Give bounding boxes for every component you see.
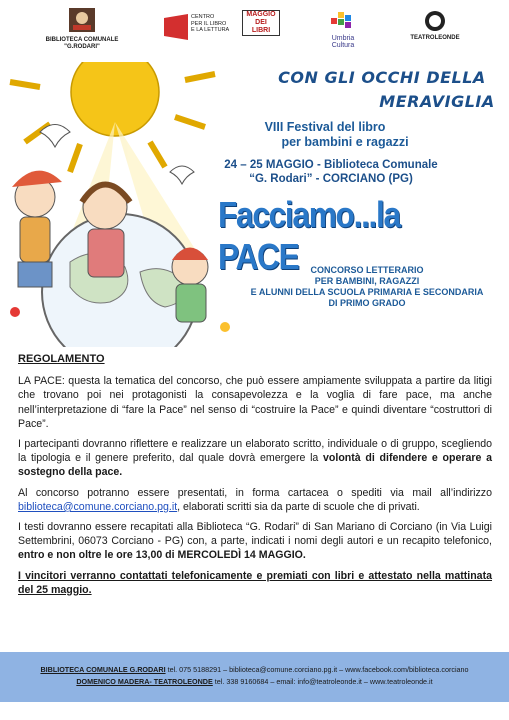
footer-line-1 [0, 664, 509, 676]
rules-paragraph-2 [18, 437, 492, 480]
footer-contacts [0, 652, 509, 702]
biblioteca-logo [32, 6, 132, 52]
biblioteca-logo-text: BIBLIOTECA COMUNALE "G.RODARI" [45, 36, 119, 50]
dates-line-1: 24 – 25 MAGGIO - Biblioteca Comunale [224, 159, 438, 171]
title-line-2: MERAVIGLIA [379, 92, 495, 111]
title-line-1: CON GLI OCCHI DELLA [278, 68, 486, 87]
contest-line-4: DI PRIMO GRADO [328, 298, 406, 308]
rules-p3-text: Al concorso potranno essere presentati, in forma cartacea o spediti via mail all’indirizzo [18, 486, 492, 499]
umbria-logo-text: Umbria Cultura [331, 34, 355, 49]
headline: Facciamo...la PACE [218, 194, 400, 277]
festival-title [200, 120, 450, 150]
contest-line-1: CONCORSO LETTERARIO [310, 265, 424, 275]
rules-p5-text: I vincitori verranno contattati telefonicamente e premiati con libri e attestato nella mattinata del 25 maggio. [18, 569, 492, 596]
email-link[interactable]: biblioteca@comune.corciano.pg.it [18, 500, 178, 513]
festival-line-2: per bambini e ragazzi [281, 135, 409, 149]
biblioteca-emblem-icon [67, 6, 97, 34]
festival-line-1: VIII Festival del libro [264, 120, 386, 134]
teatro-circle-icon [424, 10, 446, 32]
rules-paragraph-3 [18, 486, 492, 514]
rules-section [18, 352, 492, 603]
rules-paragraph-1 [18, 374, 492, 431]
maggio-logo-text: MAGGIO DEI LIBRI [246, 11, 276, 34]
title-script [262, 66, 502, 114]
rules-p2-emphasis: volontà di difendere e operare a sostegno della pace. [18, 452, 492, 479]
centro-libro-logo [164, 14, 244, 40]
child-center-icon [82, 185, 130, 278]
rules-p1-text: LA PACE: questa la tematica del concorso, che può essere ampiamente sviluppata a partire da litigi che trovano poi nei protagonisti la consapevolezza e la voglia di fare pace, ma anche nell’interpretazione di “fare la Pace” nel senso di “costruire la Pace” e quindi diventare “costruttori di Pace”. [18, 375, 492, 430]
maggio-libri-logo [242, 10, 280, 36]
rules-paragraph-4 [18, 520, 492, 563]
rules-paragraph-5 [18, 569, 492, 597]
teatroleonde-logo [390, 10, 480, 42]
rules-title: REGOLAMENTO [18, 353, 105, 365]
rules-p4-deadline: entro e non oltre le ore 13,00 di MERCOLEDÌ 14 MAGGIO. [18, 549, 306, 562]
teatro-logo-text: TEATROLEONDE [410, 34, 460, 41]
event-dates [206, 158, 456, 186]
footer-biblioteca-name: BIBLIOTECA COMUNALE G.RODARI [40, 665, 166, 674]
rules-p4-text: I testi dovranno essere recapitati alla Biblioteca “G. Rodari” di San Mariano di Corciano (in Via Luigi Settembrini, 06073 Corciano - PG) con, a parte, indicati i nomi degli autori e un recapito telefonico, [18, 521, 492, 548]
umbria-cultura-logo [320, 10, 366, 50]
centro-logo-text: CENTRO PER IL LIBRO E LA LETTURA [191, 14, 230, 33]
rules-p3-rest: , elaborati scritti sia da parte di scuole che di privati. [177, 500, 420, 513]
hero-banner [0, 62, 509, 347]
contest-line-2: PER BAMBINI, RAGAZZI [314, 276, 420, 286]
footer-teatro-contacts: tel. 338 9160684 – email: info@teatroleonde.it – www.teatroleonde.it [212, 677, 433, 686]
footer-line-2 [0, 676, 509, 688]
footer-biblioteca-contacts: tel. 075 5188291 – biblioteca@comune.corciano.pg.it – www.facebook.com/biblioteca.corciano [165, 665, 469, 674]
logo-row [0, 0, 509, 62]
sun-icon [10, 62, 215, 172]
red-square-icon [164, 14, 188, 40]
rules-p2-text: I partecipanti dovranno riflettere e realizzare un elaborato scritto, individuale o di gruppo, scegliendo la tipologia e il genere preferito, dal quale dovrà emergere la [18, 438, 492, 465]
dates-line-2: “G. Rodari” - CORCIANO (PG) [249, 173, 413, 185]
umbria-mosaic-icon [331, 10, 355, 32]
contest-line-3: E ALUNNI DELLA SCUOLA PRIMARIA E SECONDARIA [250, 287, 484, 297]
footer-teatro-name: DOMENICO MADERA- TEATROLEONDE [76, 677, 213, 686]
contest-description [236, 265, 498, 309]
